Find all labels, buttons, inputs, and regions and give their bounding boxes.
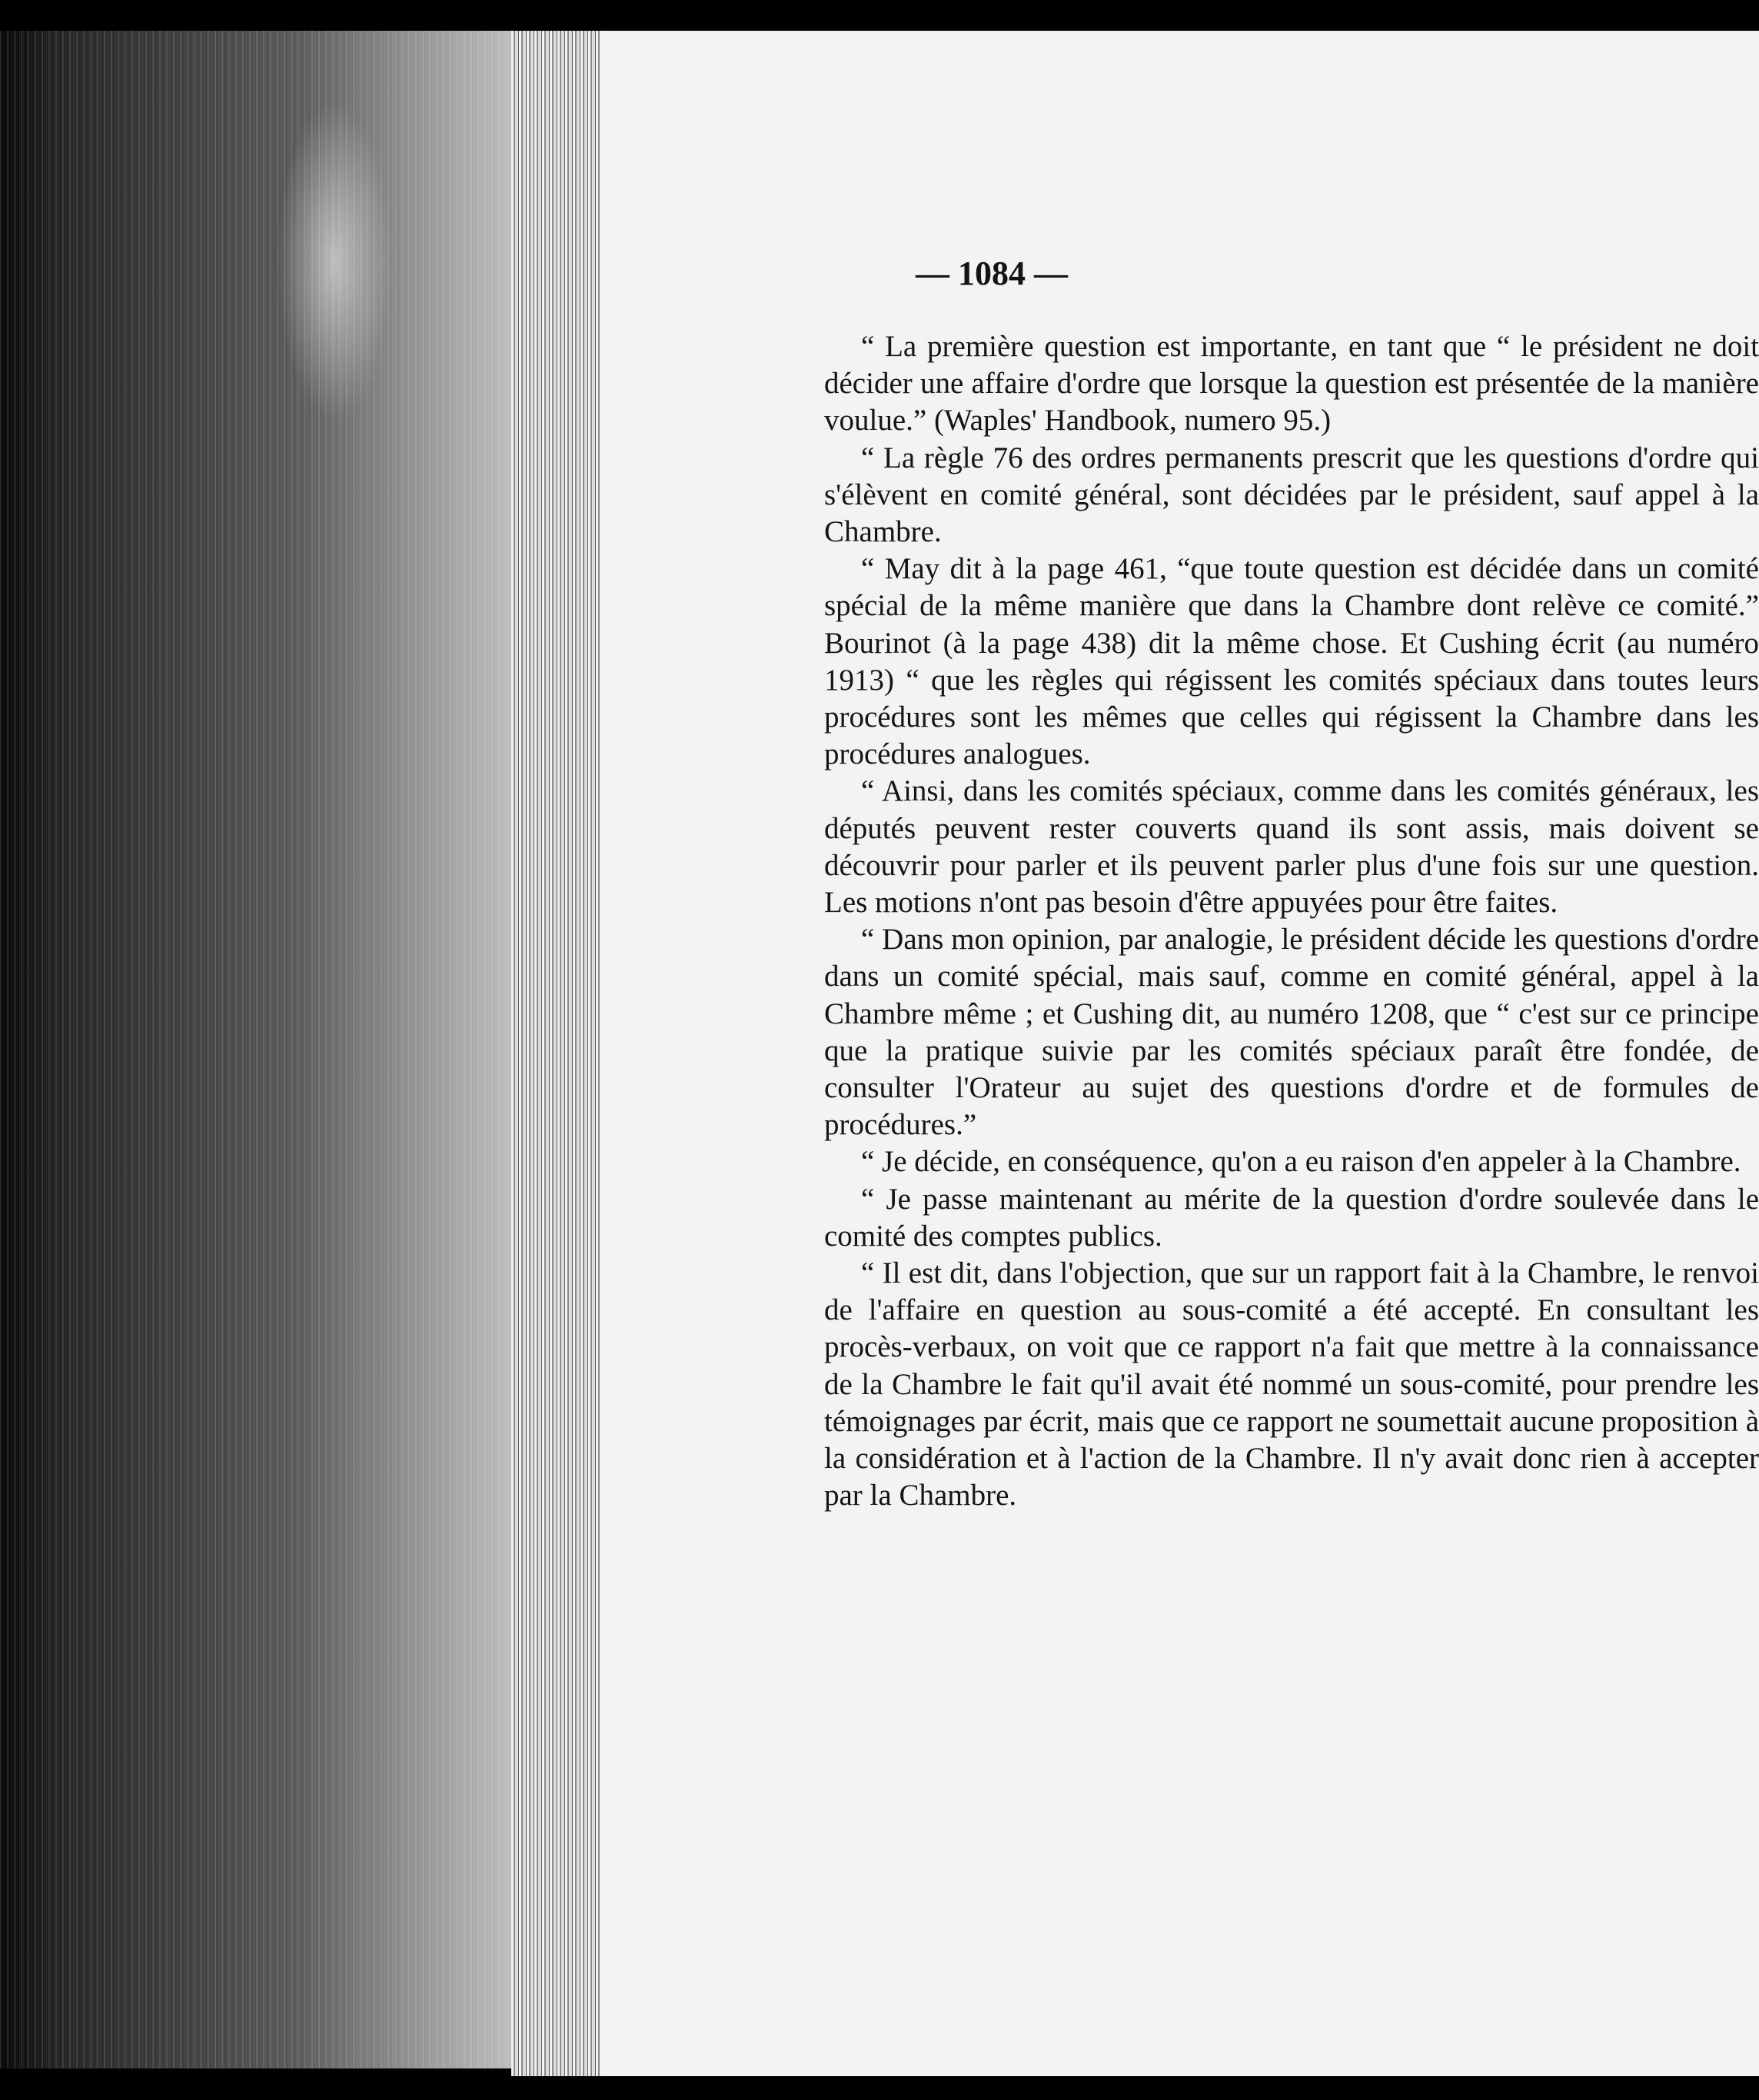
paragraph-3: “ May dit à la page 461, “que toute question est décidée dans un comité spécial de la même manière que dans la Chambre dont relève ce comité.” Bourinot (à la page 438) dit la même chose. Et Cushing écrit (au numéro 1913) “ que les règles qui régissent les comités spéciaux dans toutes leurs procédures sont les mêmes que celles qui régissent la Chambre dans les procédures analogues. bbox=[824, 552, 1759, 771]
book-fore-edge bbox=[0, 31, 538, 2068]
paragraph-1: “ La première question est importante, en tant que “ le président ne doit décider une affaire d'ordre que lorsque la question est présentée de la manière voulue.” (Waples' Handbook, numero 95.) bbox=[824, 330, 1759, 438]
paragraph-4: “ Ainsi, dans les comités spéciaux, comme dans les comités généraux, les députés peuvent rester couverts quand ils sont assis, mais doivent se découvrir pour parler et ils peuvent parler plus d'une fois sur une question. Les motions n'ont pas besoin d'être appuyées pour être faites. bbox=[824, 774, 1759, 920]
paragraph-6: “ Je décide, en conséquence, qu'on a eu raison d'en appeler à la Chambre. bbox=[861, 1145, 1741, 1179]
body-text bbox=[824, 328, 1759, 1515]
paragraph-8: “ Il est dit, dans l'objection, que sur un rapport fait à la Chambre, le renvoi de l'affaire en question au sous-comité a été accepté. En consultant les procès-verbaux, on voit que ce rapport n'a fait que mettre à la connaissance de la Chambre le fait qu'il avait été nommé un sous-comité, pour prendre les témoignages par écrit, mais que ce rapport ne soumettait aucune proposition à la considération et à l'action de la Chambre. Il n'y avait donc rien à accepter par la Chambre. bbox=[824, 1256, 1759, 1513]
page-stack-edge bbox=[511, 31, 600, 2076]
page-number: — 1084 — bbox=[916, 255, 1068, 292]
paragraph-7: “ Je passe maintenant au mérite de la question d'ordre soulevée dans le comité des comptes publics. bbox=[824, 1182, 1759, 1253]
paragraph-2: “ La règle 76 des ordres permanents prescrit que les questions d'ordre qui s'élèvent en comité général, sont décidées par le président, sauf appel à la Chambre. bbox=[824, 441, 1759, 549]
paragraph-5: “ Dans mon opinion, par analogie, le président décide les questions d'ordre dans un comité spécial, mais sauf, comme en comité général, appel à la Chambre même ; et Cushing dit, au numéro 1208, que “ c'est sur ce principe que la pratique suivie par les comités spéciaux paraît être fondée, de consulter l'Orateur au sujet des questions d'ordre et de formules de procédures.” bbox=[824, 923, 1759, 1142]
scan-glare bbox=[277, 100, 392, 423]
